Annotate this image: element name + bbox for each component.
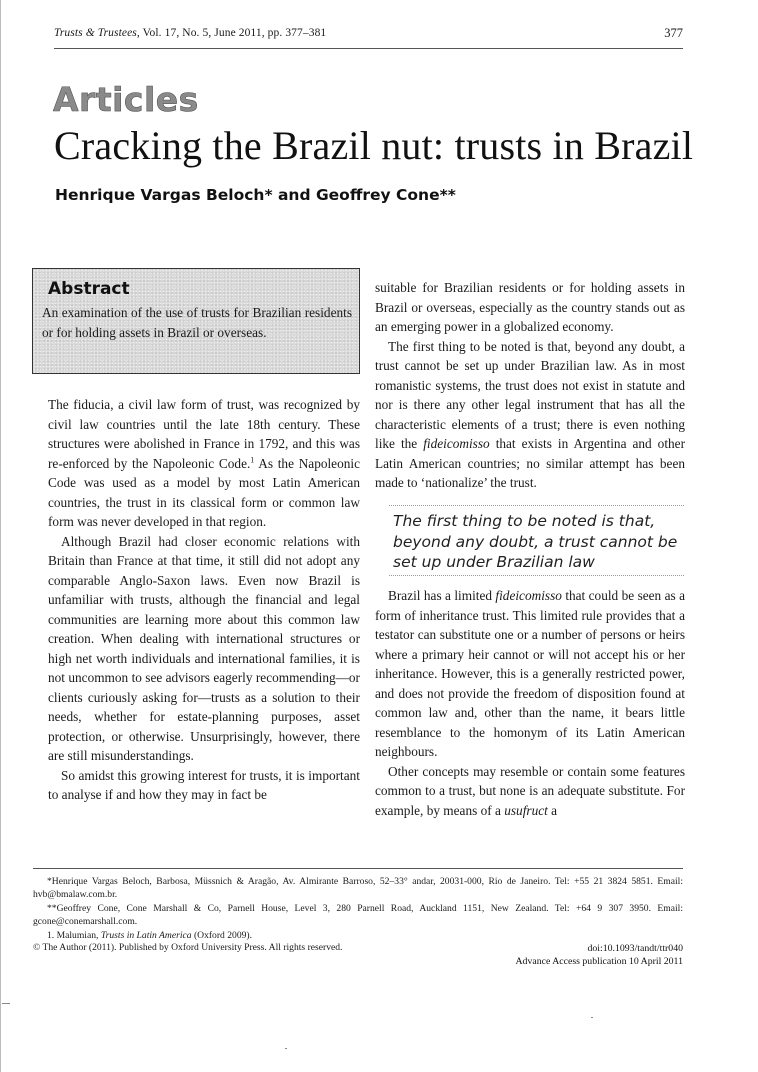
page-edge bbox=[0, 0, 1, 1072]
paragraph-text: Other concepts may resemble or contain some features common to a trust, but none is an adequate substitute. For example, by means of a bbox=[375, 763, 685, 818]
journal-citation bbox=[54, 27, 326, 39]
article-title: Cracking the Brazil nut: trusts in Brazil bbox=[54, 123, 694, 168]
right-column-top bbox=[375, 278, 685, 493]
running-header bbox=[54, 26, 683, 49]
left-column bbox=[48, 395, 360, 805]
paragraph-text: The first thing to be noted is that, beyond any doubt, a trust cannot be set up under Brazilian law. As in most romanistic systems, the trust does not exist in statute and nor is there any other legal instrument that has all the characteristic elements of a trust; there is even nothing like the bbox=[375, 338, 685, 451]
italic-term: fideicomisso bbox=[495, 588, 562, 603]
paragraph: suitable for Brazilian residents or for holding assets in Brazil or overseas, especially as the country stands out as an emerging power in a globalized economy. bbox=[375, 280, 685, 334]
pull-quote-text: The first thing to be noted is that, beyond any doubt, a trust cannot be set up under Brazilian law bbox=[393, 512, 678, 571]
footnotes bbox=[33, 875, 683, 942]
pull-quote bbox=[375, 505, 685, 575]
paragraph-text: that exists in Argentina and other Latin American countries; no similar attempt has been made to ‘nationalize’ the trust. bbox=[375, 436, 685, 490]
paragraph: So amidst this growing interest for trusts, it is important to analyse if and how they may in fact be bbox=[48, 767, 360, 802]
scan-mark bbox=[285, 1048, 287, 1049]
doi-block bbox=[515, 942, 683, 968]
paragraph bbox=[375, 762, 685, 821]
authors: Henrique Vargas Beloch* and Geoffrey Cone** bbox=[55, 186, 456, 204]
paragraph bbox=[375, 586, 685, 762]
italic-term: usufruct bbox=[504, 802, 548, 818]
paragraph: Although Brazil had closer economic relations with Britain than France at that time, it still did not adopt any comparable Anglo-Saxon laws. Even now Brazil is unfamiliar with trusts, although the financial and legal communities are learning more about this common law creation. When dealing with international structures or high net worth individuals and international families, it is not uncommon to see advisors eagerly recommending—or clients curiously asking for—trusts as a solution to their needs, whether for estate-planning purposes, asset protection, or otherwise. Unsurprisingly, however, there are still misunderstandings. bbox=[48, 533, 360, 763]
italic-term: fideicomisso bbox=[423, 436, 490, 451]
footnote-author-2: **Geoffrey Cone, Cone Marshall & Co, Parnell House, Level 3, 280 Parnell Road, Auckland 1151, New Zealand. Tel: +64 9 307 3950. Email: gcone@conemarshall.com. bbox=[33, 902, 683, 928]
paragraph-text: a bbox=[547, 802, 558, 818]
abstract-heading: Abstract bbox=[48, 279, 130, 299]
section-label: Articles bbox=[53, 80, 199, 119]
pull-quote-bottom-rule bbox=[389, 575, 684, 576]
paragraph-text: The fiducia, a civil law form of trust, was recognized by civil law countries until the late 18th century. These structures were abolished in France in 1792, and this was re-enforced by the Napoleonic Code. bbox=[48, 397, 360, 471]
footnote-ref-1[interactable]: 1 bbox=[250, 455, 255, 465]
pull-quote-top-rule bbox=[389, 505, 684, 506]
copyright-notice: © The Author (2011). Published by Oxford University Press. All rights reserved. bbox=[33, 942, 343, 953]
abstract-text: An examination of the use of trusts for Brazilian residents or for holding assets in Brazil or overseas. bbox=[42, 305, 352, 340]
scan-mark bbox=[591, 1017, 593, 1018]
footnote-text: 1. Malumian, bbox=[47, 929, 101, 941]
page-number: 377 bbox=[664, 26, 683, 40]
volume-issue: , Vol. 17, No. 5, June 2011, pp. 377–381 bbox=[136, 27, 327, 39]
footnote-rule bbox=[33, 868, 683, 869]
footnote-author-1: *Henrique Vargas Beloch, Barbosa, Müssnich & Aragão, Av. Almirante Barroso, 52–33° andar, 20031-000, Rio de Janeiro. Tel: +55 21 3824 5851. Email: hvb@bmalaw.com.br. bbox=[33, 876, 683, 901]
footnote-text: (Oxford 2009). bbox=[191, 929, 253, 941]
footnote-1 bbox=[33, 929, 683, 942]
abstract-box bbox=[32, 268, 360, 374]
journal-name: Trusts & Trustees bbox=[54, 27, 137, 39]
paragraph bbox=[48, 395, 360, 532]
footnote-book-title: Trusts in Latin America bbox=[100, 929, 192, 941]
right-column-bottom bbox=[375, 586, 685, 820]
doi-link[interactable]: doi:10.1093/tandt/ttr040 bbox=[587, 943, 683, 954]
paragraph-text: Brazil has a limited bbox=[388, 588, 496, 603]
paragraph bbox=[375, 337, 685, 493]
paragraph-text: As the Napoleonic Code was used as a model by most Latin American countries, the trust in its classical form or common law form was never developed in that region. bbox=[48, 455, 360, 529]
scan-mark bbox=[2, 1003, 10, 1004]
paragraph-text: that could be seen as a form of inheritance trust. This limited rule provides that a testator can substitute one or a number of persons or heirs where a primary heir cannot or will not accept his or her inheritance. However, this is a generally restricted power, and does not provide the freedom of disposition found at common law and, other than the name, it bears little resemblance to the homonym of its Latin American neighbours. bbox=[375, 588, 685, 759]
advance-access-date: Advance Access publication 10 April 2011 bbox=[515, 956, 683, 967]
